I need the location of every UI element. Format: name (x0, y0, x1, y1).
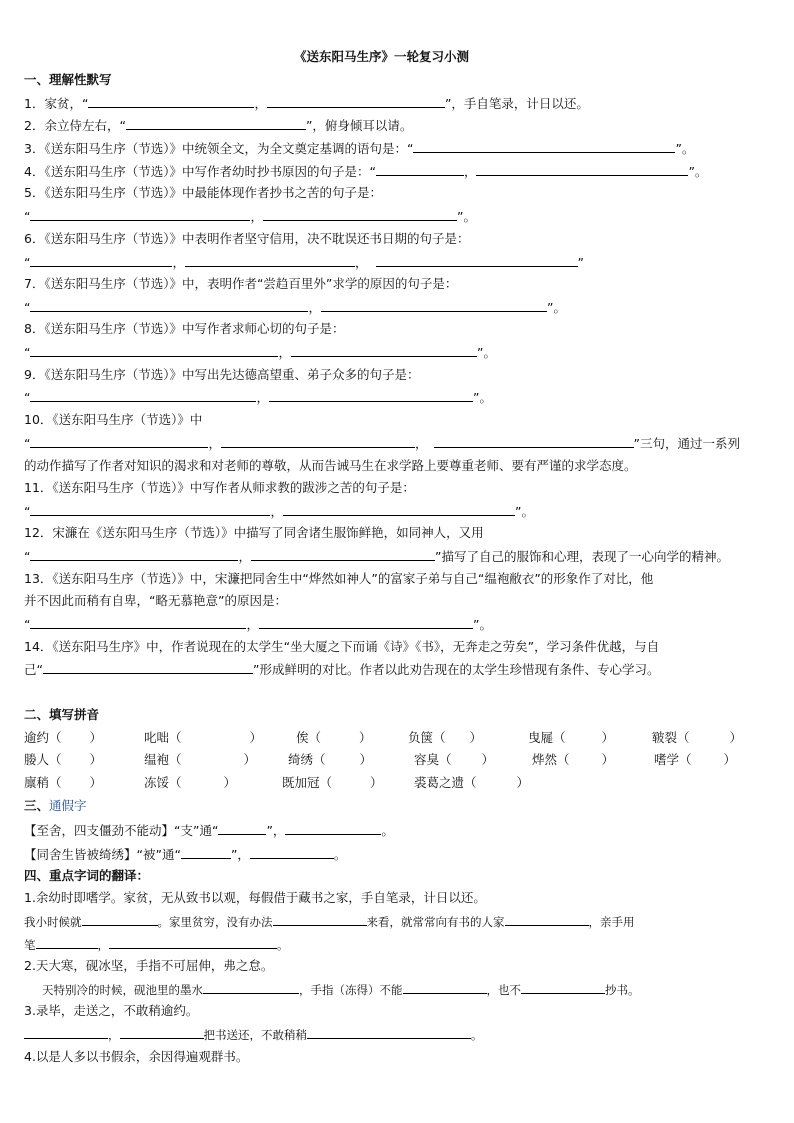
question-4: 4．《送东阳马生序（节选）》中写作者幼时抄书原因的句子是：“ ， ”。 (24, 164, 708, 179)
answer-blank[interactable] (221, 435, 415, 448)
translation-sentence-1: 1.余幼时即嗜学。家贫，无从致书以观，每假借于藏书之家，手自笔录，计日以还。 (24, 890, 486, 905)
answer-blank[interactable] (181, 846, 231, 859)
answer-blank[interactable] (30, 435, 208, 448)
answer-blank[interactable] (126, 117, 306, 130)
answer-blank[interactable] (185, 254, 355, 267)
answer-blank[interactable] (403, 981, 487, 994)
answer-blank[interactable] (259, 616, 473, 629)
question-2: 2．余立侍左右，“ ”，俯身倾耳以请。 (24, 118, 413, 133)
answer-blank[interactable] (521, 981, 605, 994)
section1-heading: 一、理解性默写 (24, 72, 112, 87)
question-8: 8．《送东阳马生序（节选）》中写作者求师心切的句子是： (24, 321, 345, 336)
pinyin-item[interactable]: 嗜学（ ） (654, 752, 737, 767)
question-10-answer: “ ， ， ”三句，通过一系列 (24, 436, 740, 451)
answer-blank[interactable] (30, 616, 246, 629)
question-1: 1．家贫，“ ， ”，手自笔录，计日以还。 (24, 96, 589, 111)
translation-answer-2: 天特别冷的时候，砚池里的墨水 ，手指（冻得）不能 ，也不 抄书。 (42, 983, 640, 997)
pinyin-item[interactable]: 容臭（ ） (414, 752, 495, 767)
section4-heading: 四、重点字词的翻译： (24, 868, 150, 883)
question-10-note: 的动作描写了作者对知识的渴求和对老师的尊敬，从而告诫马生在求学路上要尊重老师、要有严谨的求学态度。 (24, 458, 637, 473)
answer-blank[interactable] (285, 822, 381, 835)
answer-blank[interactable] (505, 913, 589, 926)
question-13: 13．《送东阳马生序（节选）》中，宋濂把同舍生中“烨然如神人”的富家子弟与自己“缊袍敝衣”的形象作了对比，他 (24, 571, 654, 586)
tongjiazi-label: 通假字 (49, 798, 87, 813)
answer-blank[interactable] (218, 822, 266, 835)
question-11-answer: “ ， ”。 (24, 504, 534, 519)
answer-blank[interactable] (434, 435, 634, 448)
answer-blank[interactable] (376, 163, 464, 176)
question-14: 14．《送东阳马生序》中，作者说现在的太学生“坐大厦之下而诵《诗》《书》，无奔走之劳矣”，学习条件优越，与自 (24, 639, 660, 654)
translation-answer-1: 我小时候就 。家里贫穷，没有办法 来看，就常常向有书的人家 ，亲手用 (24, 915, 635, 929)
answer-blank[interactable] (413, 140, 675, 153)
question-13-answer: “ ， ”。 (24, 617, 492, 632)
tongjiazi-line-1: 【至舍，四支僵劲不能动】“支”通“ ”， 。 (24, 823, 394, 838)
answer-blank[interactable] (250, 846, 334, 859)
question-9-answer: “ ， ”。 (24, 390, 492, 405)
pinyin-item[interactable]: 既加冠（ ） (282, 775, 383, 790)
pinyin-item[interactable]: 皲裂（ ） (652, 730, 743, 745)
answer-blank[interactable] (263, 208, 457, 221)
translation-answer-3: ， 把书送还，不敢稍稍 。 (24, 1026, 483, 1043)
question-12-answer: “ ， ”描写了自己的服饰和心理，表现了一心向学的精神。 (24, 549, 729, 564)
pinyin-item[interactable]: 绮绣（ ） (288, 752, 373, 767)
pinyin-item[interactable]: 负箧（ ） (408, 730, 483, 745)
pinyin-item[interactable]: 裘葛之遗（ ） (414, 775, 530, 790)
answer-blank[interactable] (43, 661, 253, 674)
answer-blank[interactable] (251, 548, 435, 561)
answer-blank[interactable] (376, 254, 578, 267)
answer-blank[interactable] (82, 913, 158, 926)
tongjiazi-line-2: 【同舍生皆被绮绣】“被”通“ ”， 。 (24, 847, 347, 862)
translation-sentence-3: 3.录毕，走送之，不敢稍逾约。 (24, 1003, 199, 1018)
section2-heading: 二、填写拼音 (24, 707, 100, 722)
pinyin-item[interactable]: 冻馁（ ） (144, 775, 237, 790)
answer-blank[interactable] (203, 981, 299, 994)
translation-answer-1b: 笔 ， 。 (24, 938, 289, 952)
answer-blank[interactable] (88, 95, 254, 108)
question-11: 11．《送东阳马生序（节选）》中写作者从师求教的跋涉之苦的句子是： (24, 480, 415, 495)
question-8-answer: “ ， ”。 (24, 345, 496, 360)
question-12: 12．宋濂在《送东阳马生序（节选）》中描写了同舍诸生服饰鲜艳，如同神人，又用 (24, 525, 484, 540)
answer-blank[interactable] (30, 503, 270, 516)
section3-heading: 三、通假字 (24, 798, 87, 813)
question-14-answer: 己“ ”形成鲜明的对比。作者以此劝告现在的太学生珍惜现有条件、专心学习。 (24, 662, 660, 677)
pinyin-item[interactable]: 烨然（ ） (532, 752, 615, 767)
question-10: 10．《送东阳马生序（节选）》中 (24, 412, 203, 427)
answer-blank[interactable] (283, 503, 515, 516)
answer-blank[interactable] (30, 389, 256, 402)
question-3: 3．《送东阳马生序（节选）》中统领全文，为全文奠定基调的语句是：“ ”。 (24, 141, 695, 156)
pinyin-item[interactable]: 廪稍（ ） (24, 775, 103, 790)
answer-blank[interactable] (30, 344, 278, 357)
question-7: 7．《送东阳马生序（节选）》中，表明作者“尝趋百里外”求学的原因的句子是： (24, 276, 458, 291)
pinyin-item[interactable]: 叱咄（ ） (144, 730, 263, 745)
question-5: 5．《送东阳马生序（节选）》中最能体现作者抄书之苦的句子是： (24, 185, 382, 200)
pinyin-item[interactable]: 曳屣（ ） (528, 730, 615, 745)
answer-blank[interactable] (307, 1026, 471, 1039)
answer-blank[interactable] (269, 389, 473, 402)
translation-sentence-2: 2.天大寒，砚冰坚，手指不可屈伸，弗之怠。 (24, 958, 274, 973)
answer-blank[interactable] (30, 299, 308, 312)
question-7-answer: “ ， ”。 (24, 300, 566, 315)
pinyin-item[interactable]: 缊袍（ ） (144, 752, 257, 767)
answer-blank[interactable] (267, 95, 445, 108)
answer-blank[interactable] (24, 1026, 108, 1039)
answer-blank[interactable] (273, 913, 367, 926)
question-9: 9．《送东阳马生序（节选）》中写出先达德高望重、弟子众多的句子是： (24, 367, 420, 382)
answer-blank[interactable] (476, 163, 688, 176)
answer-blank[interactable] (321, 299, 547, 312)
pinyin-item[interactable]: 逾约（ ） (24, 730, 103, 745)
answer-blank[interactable] (30, 548, 238, 561)
answer-blank[interactable] (291, 344, 477, 357)
question-13-cont: 并不因此而稍有自卑，“略无慕艳意”的原因是： (24, 593, 287, 608)
answer-blank[interactable] (30, 254, 172, 267)
answer-blank[interactable] (30, 208, 250, 221)
pinyin-item[interactable]: 俟（ ） (296, 730, 372, 745)
answer-blank[interactable] (109, 936, 277, 949)
pinyin-item[interactable]: 媵人（ ） (24, 752, 103, 767)
answer-blank[interactable] (36, 936, 98, 949)
page-title: 《送东阳马生序》一轮复习小测 (294, 49, 470, 64)
question-5-answer: “ ， ”。 (24, 209, 476, 224)
question-6-answer: “ ， ， ” (24, 255, 584, 270)
question-6: 6．《送东阳马生序（节选）》中表明作者坚守信用，决不耽误还书日期的句子是： (24, 231, 470, 246)
translation-sentence-4: 4.以是人多以书假余，余因得遍观群书。 (24, 1049, 249, 1064)
answer-blank[interactable] (120, 1026, 204, 1039)
